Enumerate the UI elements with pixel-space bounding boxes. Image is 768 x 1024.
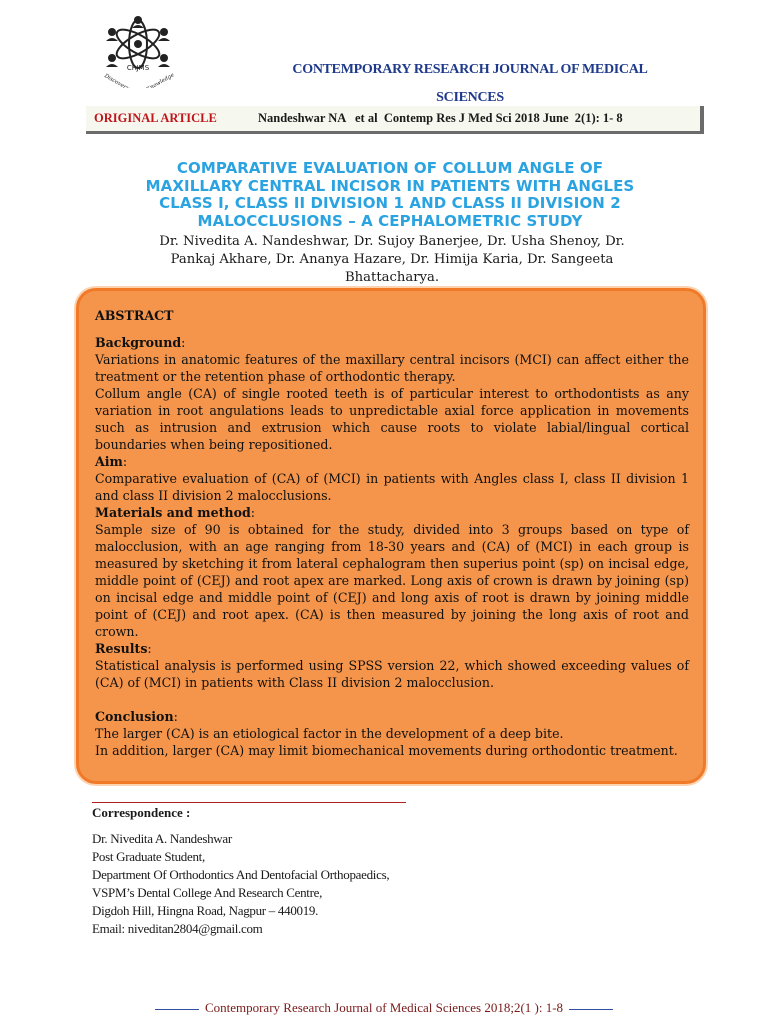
correspondence-name: Dr. Nivedita A. Nandeshwar [92, 831, 232, 846]
background-paragraph: Variations in anatomic features of the maxillary central incisors (MCI) can affect either the treatment or the retention phase of orthodontic therapy. [95, 352, 689, 384]
background-label: Background [95, 335, 182, 350]
author-line: Dr. Nivedita A. Nandeshwar, Dr. Sujoy Banerjee, Dr. Usha Shenoy, Dr. [159, 234, 625, 249]
abstract-box: ABSTRACT Background: Variations in anatomic features of the maxillary central incisors (MCI) can affect either the treatment or the retention phase of orthodontic therapy. Collum angle (CA) of single rooted teeth is of particular interest to orthodontists as any variation in root angulations leads to unpredictable axial force application in movements such as intrusion and extrusion which cause roots to violate labial/lingual cortical boundaries when being repositioned. Aim: Comparative evaluation of (CA) of (MCI) in patients with Angles class I, class II division 1 and class II division 2 malocclusions. Materials and method: Sample size of 90 is obtained for the study, divided into 3 groups based on type of malocclusion, with an age ranging from 18-30 years and (CA) of (MCI) in each group is measured by sketching it from lateral cephalogram then superius point (sp) on incisal edge, middle point of (CEJ) and root apex are marked. Long axis of crown is drawn by joining (sp) on incisal edge and middle point of (CEJ) and long axis of root is drawn by joining middle point of (CEJ) and root apex. (CA) is then measured by joining the long axis of root and crown. Results: Statistical analysis is performed using SPSS version 22, which showed exceeding values of (CA) of (MCI) in patients with Class II division 2 malocclusion. Conclusion: The larger (CA) is an etiological factor in the development of a deep bite. In addition, larger (CA) may limit biomechanical movements during orthodontic treatment. [76, 288, 706, 784]
atom-people-logo-icon [96, 14, 180, 88]
correspondence-line: Post Graduate Student, [92, 849, 205, 864]
paper-title [100, 160, 680, 230]
conclusion-label: Conclusion [95, 709, 174, 724]
author-line: Pankaj Akhare, Dr. Ananya Hazare, Dr. Himija Karia, Dr. Sangeeta [170, 252, 614, 267]
results-paragraph: Statistical analysis is performed using SPSS version 22, which showed exceeding values of (CA) of (MCI) in patients with Class II division 2 malocclusion. [95, 658, 689, 690]
paper-title-line: MALOCCLUSIONS – A CEPHALOMETRIC STUDY [197, 211, 583, 230]
aim-label: Aim [95, 454, 123, 469]
citation-text: Nandeshwar NA et al Contemp Res J Med Sci 2018 June 2(1): 1- 8 [258, 111, 623, 125]
logo-motto-left: Discovery [103, 73, 130, 88]
paper-title-line: MAXILLARY CENTRAL INCISOR IN PATIENTS WITH ANGLES [145, 176, 635, 195]
correspondence-heading: Correspondence : [92, 805, 191, 820]
correspondence-line: Department Of Orthodontics And Dentofacial Orthopaedics, [92, 867, 390, 882]
aim-paragraph: Comparative evaluation of (CA) of (MCI) in patients with Angles class I, class II division 1 and class II division 2 malocclusions. [95, 471, 689, 503]
correspondence-line: VSPM’s Dental College And Research Centre, [92, 885, 323, 900]
paper-title-line: COMPARATIVE EVALUATION OF COLLUM ANGLE OF [176, 159, 604, 177]
correspondence-line: Digdoh Hill, Hingna Road, Nagpur – 440019. [92, 903, 319, 918]
footer-rule-left [155, 1009, 199, 1010]
correspondence-address [92, 830, 389, 938]
conclusion-paragraph: The larger (CA) is an etiological factor in the development of a deep bite. [95, 726, 564, 741]
journal-logo [96, 14, 180, 88]
journal-title [230, 56, 710, 112]
results-label: Results [95, 641, 148, 656]
footer-text: Contemporary Research Journal of Medical Sciences 2018;2(1 ): 1-8 [204, 1000, 564, 1015]
author-list [84, 233, 700, 287]
background-paragraph: Collum angle (CA) of single rooted teeth is of particular interest to orthodontists as any variation in root angulations leads to unpredictable axial force application in movements such as intrusion and extrusion which cause roots to violate labial/lingual cortical boundaries when being repositioned. [95, 386, 689, 452]
page-footer [0, 1000, 768, 1016]
abstract-heading: ABSTRACT [95, 308, 174, 323]
article-info-bar [86, 106, 704, 134]
journal-title-line1: CONTEMPORARY RESEARCH JOURNAL OF MEDICAL [292, 62, 648, 77]
logo-motto-right: Knowledge [145, 72, 176, 88]
paper-title-line: CLASS I, CLASS II DIVISION 1 AND CLASS II DIVISION 2 [159, 194, 621, 212]
correspondence-divider [92, 802, 406, 803]
logo-acronym: CRJMS [126, 64, 150, 72]
footer-rule-right [569, 1009, 613, 1010]
correspondence-email: Email: niveditan2804@gmail.com [92, 921, 263, 936]
author-line: Bhattacharya. [344, 270, 440, 285]
methods-label: Materials and method [95, 505, 251, 520]
journal-title-line2: SCIENCES [436, 90, 504, 105]
article-type-label: ORIGINAL ARTICLE [94, 111, 217, 125]
conclusion-paragraph: In addition, larger (CA) may limit biomechanical movements during orthodontic treatment. [95, 743, 678, 758]
methods-paragraph: Sample size of 90 is obtained for the study, divided into 3 groups based on type of malocclusion, with an age ranging from 18-30 years and (CA) of (MCI) in each group is measured by sketching it from lateral cephalogram then superius point (sp) on incisal edge, middle point of (CEJ) and root apex are marked. Long axis of crown is drawn by joining (sp) on incisal edge and middle point of (CEJ) and long axis of root is drawn by joining middle point of (CEJ) and root apex. (CA) is then measured by joining the long axis of root and crown. [95, 522, 689, 639]
